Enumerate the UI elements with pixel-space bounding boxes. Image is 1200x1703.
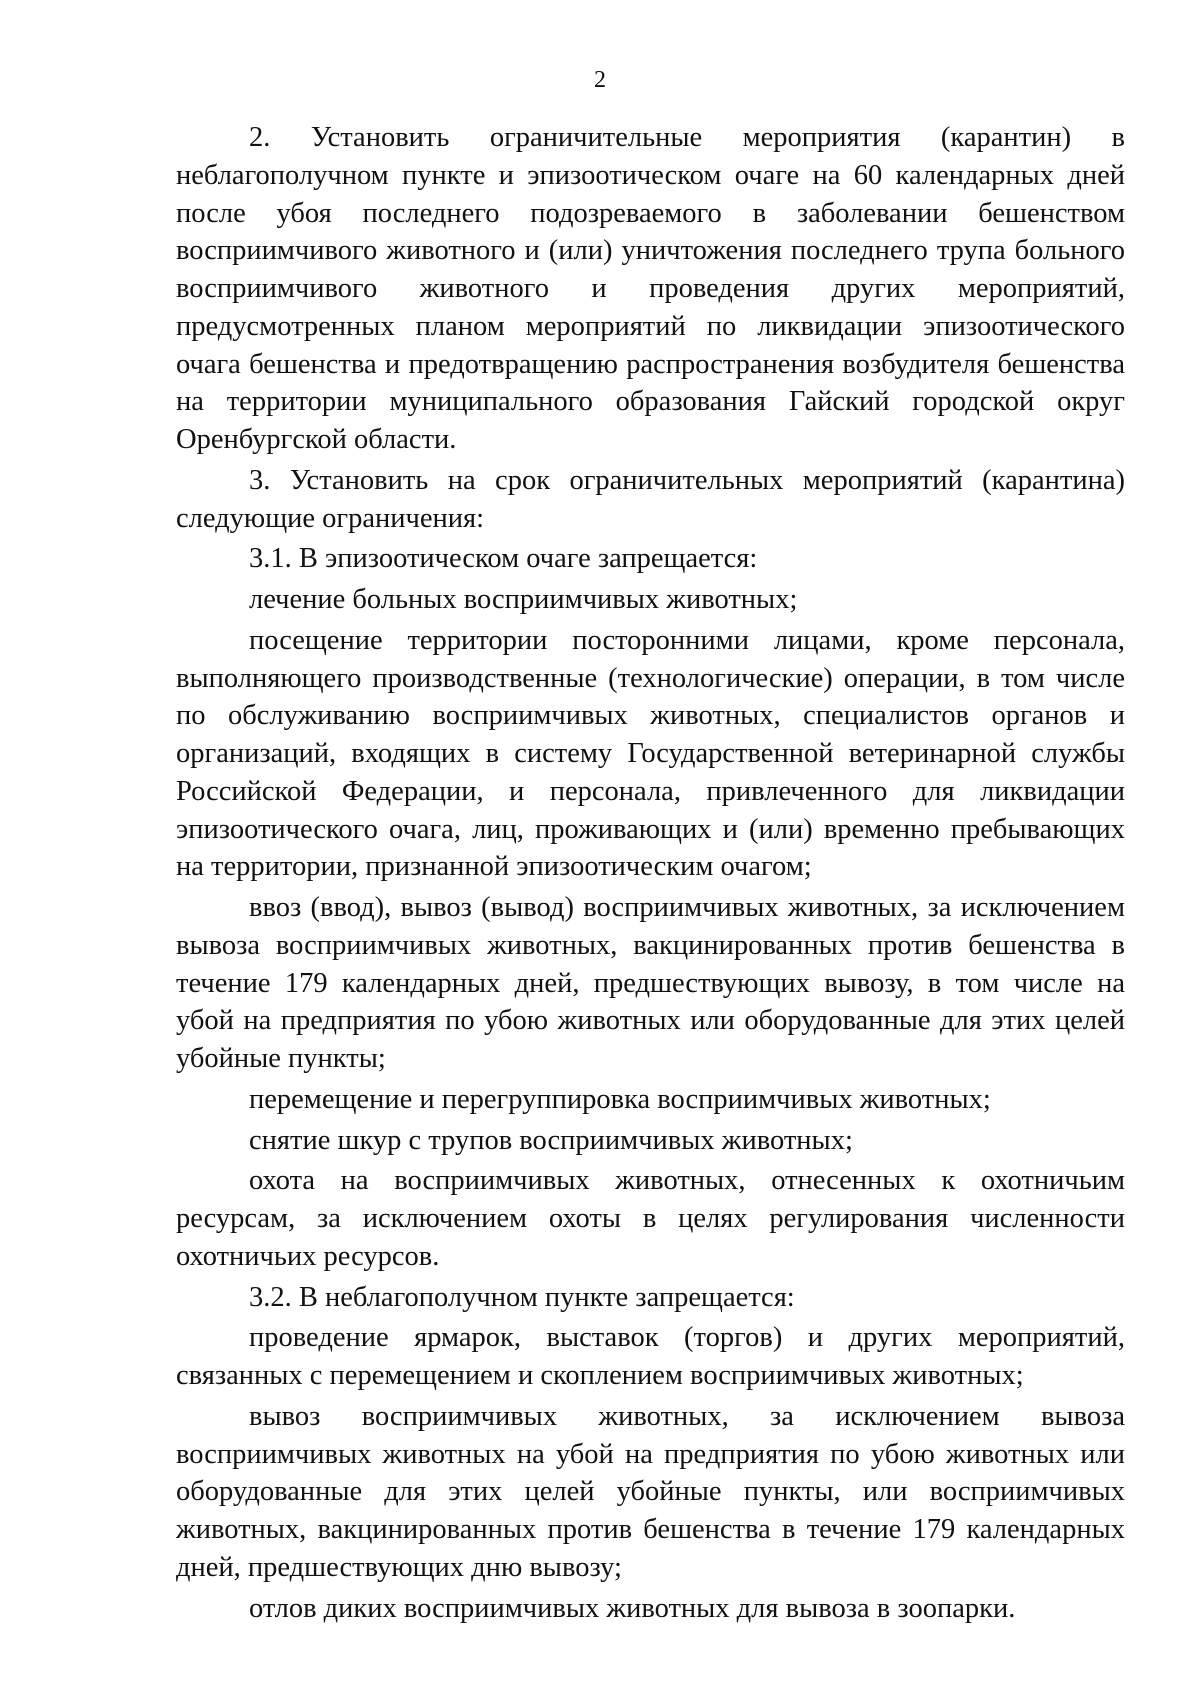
paragraph-subitem-3-2-heading: 3.2. В неблагополучном пункте запрещается: [249,1281,795,1313]
paragraph-subitem-3-1-heading: 3.1. В эпизоотическом очаге запрещается: [249,543,758,575]
paragraph-hunting-ban: охота на восприимчивых животных, отнесенных к охотничьим ресурсам, за исключением охоты в целях регулирования численности охотничьих ресурсов. [176,1165,1125,1272]
paragraph-fairs-ban: проведение ярмарок, выставок (торгов) и других мероприятий, связанных с перемещением и скоплением восприимчивых животных; [176,1322,1125,1391]
paragraph-skinning-ban: снятие шкур с трупов восприимчивых животных; [249,1124,853,1156]
paragraph-item-2-quarantine: 2. Установить ограничительные мероприятия (карантин) в неблагополучном пункте и эпизоотическом очаге на 60 календарных дней после убоя последнего подозреваемого в заболевании бешенством восприимчивого животного и (или) уничтожения последнего трупа больного восприимчивого животного и проведения других мероприятий, предусмотренных планом мероприятий по ликвидации эпизоотического очага бешенства и предотвращению распространения возбудителя бешенства на территории муниципального образования Гайский городской округ Оренбургской области. [176,122,1125,455]
paragraph-treatment-ban: лечение больных восприимчивых животных; [249,584,798,615]
paragraph-trapping-ban: отлов диких восприимчивых животных для вывоза в зоопарки. [249,1592,1016,1624]
paragraph-visit-ban: посещение территории посторонними лицами, кроме персонала, выполняющего производственные (технологические) операции, в том числе по обслуживанию восприимчивых животных, специалистов органов и организаций, входящих в систему Государственной ветеринарной службы Российской Федерации, и персонала, привлеченного для ликвидации эпизоотического очага, лиц, проживающих и (или) временно пребывающих на территории, признанной эпизоотическим очагом; [176,624,1125,883]
document-body [176,119,1125,1627]
paragraph-item-3-restrictions: 3. Установить на срок ограничительных мероприятий (карантина) следующие ограничения: [176,464,1125,534]
page-number: 2 [594,67,606,93]
paragraph-removal-ban: вывоз восприимчивых животных, за исключением вывоза восприимчивых животных на убой на предприятия по убою животных или оборудованные для этих целей убойные пункты, или восприимчивых животных, вакцинированных против бешенства в течение 179 календарных дней, предшествующих дню вывозу; [176,1400,1125,1583]
paragraph-regrouping-ban: перемещение и перегруппировка восприимчивых животных; [249,1083,991,1115]
paragraph-import-export-ban: ввоз (ввод), вывоз (вывод) восприимчивых животных, за исключением вывоза восприимчивых животных, вакцинированных против бешенства в течение 179 календарных дней, предшествующих вывозу, в том числе на убой на предприятия по убою животных или оборудованные для этих целей убойные пункты; [176,892,1125,1074]
